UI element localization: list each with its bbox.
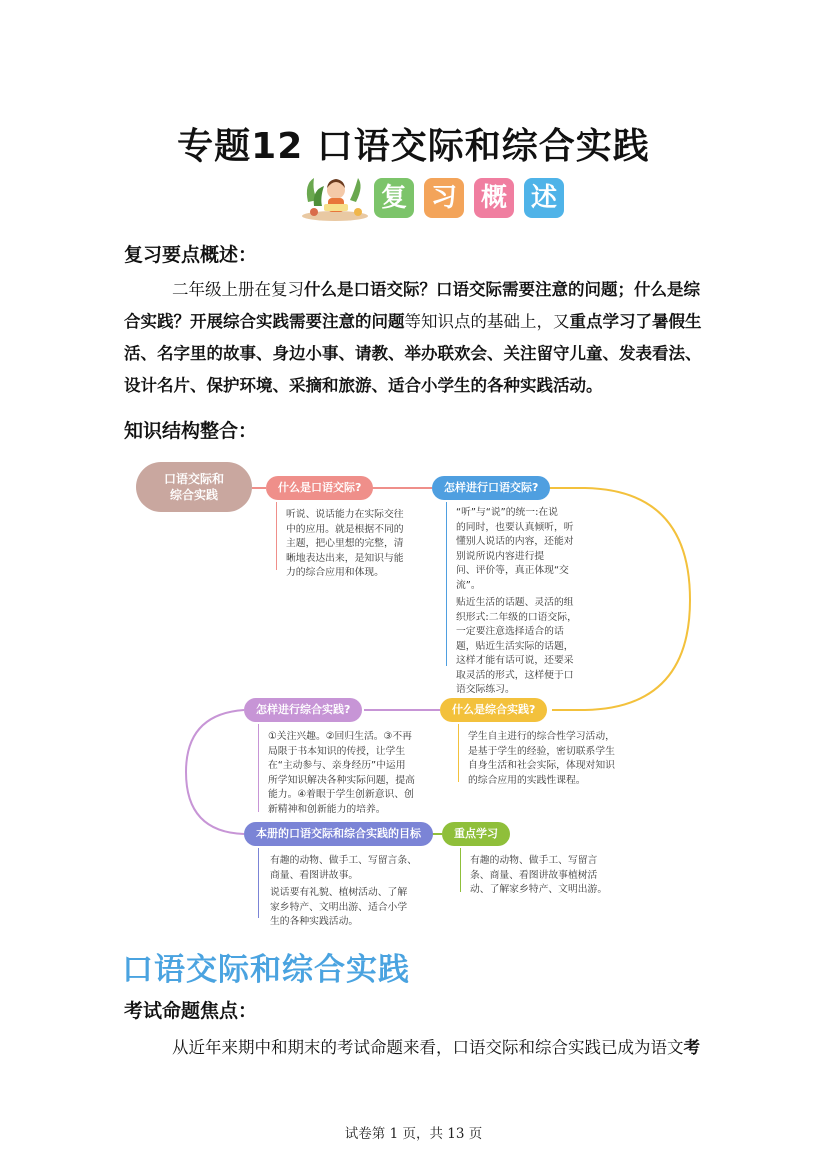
node-text-n5a: 有趣的动物、做手工、写留言条、 商量、看图讲故事。 xyxy=(270,855,417,881)
node-text-n2b: 贴近生活的话题、灵活的组 织形式:二年级的口语交际， 一定要注意选择适合的话 题，贴近生活实际的话题， 这样才能有话可说，还要采 取灵活的形式，这样便于口 语交际练习。 xyxy=(456,597,577,695)
node-text-n6: 有趣的动物、做手工、写留言 条、商量、看图讲故事植树活 动、了解家乡特产、文明出游。 xyxy=(470,855,608,895)
node-bar xyxy=(446,502,447,666)
badge-xi: 习 xyxy=(424,178,464,218)
node-key-learning: 重点学习 xyxy=(442,822,510,846)
exam-focus-heading: 考试命题焦点： xyxy=(124,1000,258,1022)
badge-gai: 概 xyxy=(474,178,514,218)
review-points-heading: 复习要点概述： xyxy=(124,244,258,266)
node-text-n1: 听说、说话能力在实际交往 中的应用。就是根据不同的 主题，把心里想的完整，清 晰地表达出来，是知识与能 力的综合应用和体现。 xyxy=(286,509,404,578)
node-bar xyxy=(258,724,259,812)
knowledge-structure-heading: 知识结构整合： xyxy=(124,420,258,442)
node-bar xyxy=(460,848,461,892)
node-bar xyxy=(458,724,459,782)
node-how-oral-communication: 怎样进行口语交际? xyxy=(432,476,550,500)
node-how-comprehensive-practice: 怎样进行综合实践? xyxy=(244,698,362,722)
node-text-n2a: “听”与“说”的统一:在说 的同时，也要认真倾听，听 懂别人说话的内容，还能对 别说所说内容进行提 问、评价等，真正体现“交 流”。 xyxy=(456,507,574,591)
text-normal: 从近年来期中和期末的考试命题来看，口语交际和综合实践已成为语文 xyxy=(172,1038,684,1057)
mindmap-root: 口语交际和 综合实践 xyxy=(136,462,252,512)
node-text-n4: ①关注兴趣。②回归生活。③不再 局限于书本知识的传授，让学生 在“主动参与、亲身经历”中运用 所学知识解决各种实际问题，提高 能力。④着眼于学生创新意识、创 新精神和创新能力的培养。 xyxy=(268,731,415,815)
badge-shu: 述 xyxy=(524,178,564,218)
node-text-n5b: 说话要有礼貌、植树活动、了解 家乡特产、文明出游、适合小学 生的各种实践活动。 xyxy=(270,887,408,927)
section-big-title: 口语交际和综合实践 xyxy=(122,952,410,988)
node-goals: 本册的口语交际和综合实践的目标 xyxy=(244,822,433,846)
text-bold: 什么是口语交际？口语交际需要注意的问题；什么是综 xyxy=(304,280,700,299)
page-footer: 试卷第 1 页，共 13 页 xyxy=(344,1126,483,1142)
node-text-n3: 学生自主进行的综合性学习活动， 是基于学生的经验，密切联系学生 自身生活和社会实际，体现对知识 的综合应用的实践性课程。 xyxy=(468,731,615,786)
text-normal: 二年级上册在复习 xyxy=(172,280,304,299)
text-bold: 重点学习了暑假生 xyxy=(569,312,702,331)
text-bold: 设计名片、保护环境、采摘和旅游、适合小学生的各种实践活动。 xyxy=(124,376,603,395)
text-bold: 合实践？开展综合实践需要注意的问题 xyxy=(124,312,405,331)
node-bar xyxy=(276,502,277,570)
page-title: 专题12 口语交际和综合实践 xyxy=(177,126,650,167)
exam-focus-paragraph xyxy=(124,1032,714,1064)
text-normal: 等知识点的基础上，又 xyxy=(404,312,570,331)
badge-fu: 复 xyxy=(374,178,414,218)
node-bar xyxy=(258,848,259,918)
node-what-is-comprehensive-practice: 什么是综合实践? xyxy=(440,698,547,722)
text-bold: 考 xyxy=(683,1038,700,1057)
text-bold: 活、名字里的故事、身边小事、请教、举办联欢会、关注留守儿童、发表看法、 xyxy=(124,344,702,363)
node-what-is-oral-communication: 什么是口语交际? xyxy=(266,476,373,500)
